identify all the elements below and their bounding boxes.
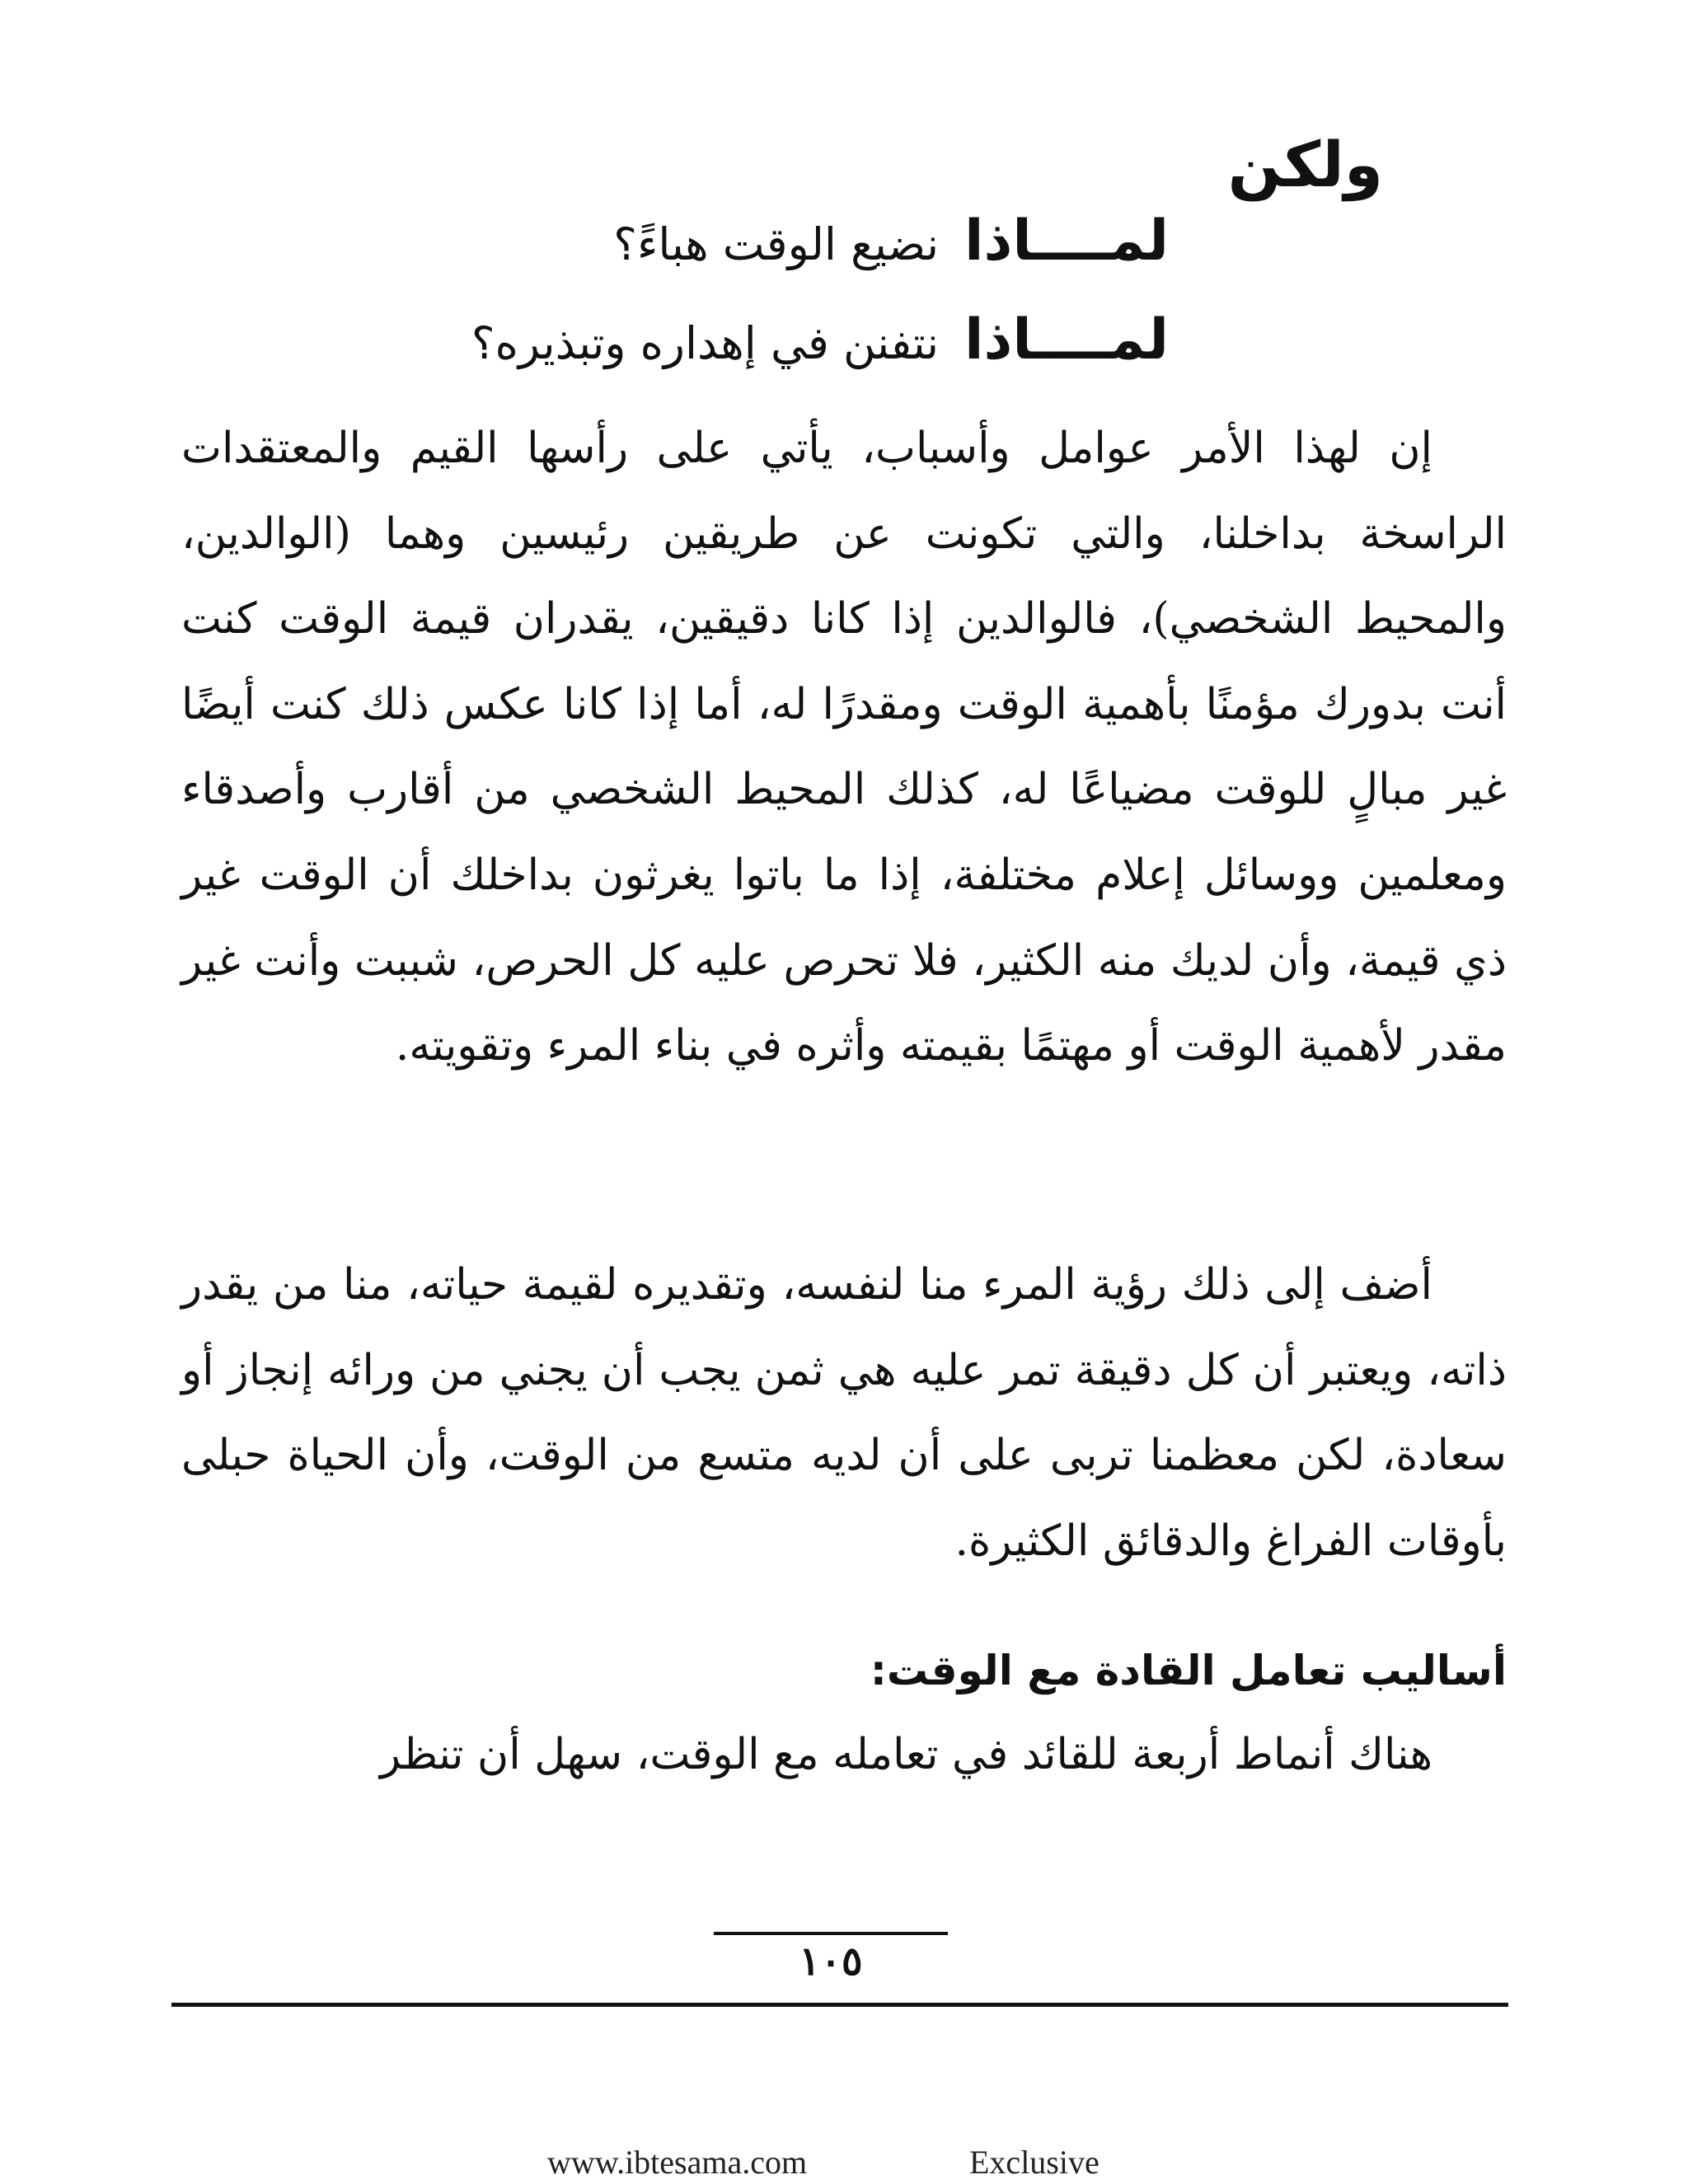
body-paragraph-1: إن لهذا الأمر عوامل وأسباب، يأتي على رأسها القيم والمعتقدات الراسخة بداخلنا، والتي تكونت عن طريقين رئيسين وهما (الوالدين، والمحيط الشخصي)، فالوالدين إذا كانا دقيقين، يقدران قيمة الوقت كنت أنت بدورك مؤمنًا بأهمية الوقت ومقدرًا له، أما إذا كانا عكس ذلك كنت أيضًا غير مبالٍ للوقت مضياعًا له، كذلك المحيط الشخصي من أقارب وأصدقاء ومعلمين ووسائل إعلام مختلفة، إذا ما باتوا يغرثون بداخلك أن الوقت غير ذي قيمة، وأن لديك منه الكثير، فلا تحرص عليه كل الحرص، شببت وأنت غير مقدر لأهمية الوقت أو مهتمًا بقيمته وأثره في بناء المرء وتقويته. [181,424,1507,1071]
question-text: نتفنن في إهداره وتبذيره؟ [471,317,939,369]
exclusive-tag: Exclusive [969,2144,1100,2181]
question-line-2 [471,299,1169,385]
section-heading: أساليب تعامل القادة مع الوقت: [870,1647,1507,1694]
question-text: نضيع الوقت هباءً؟ [613,218,939,270]
website-credit: www.ibtesama.com [547,2144,808,2181]
question-line-1 [613,200,1169,286]
page-number-rule [714,1932,948,1935]
footer-rule [171,2003,1508,2007]
page-heading: ولكن [1227,128,1383,201]
question-lead-word: لمــــاذا [964,209,1169,274]
question-lead-word: لمــــاذا [964,307,1169,373]
body-paragraph-2: أضف إلى ذلك رؤية المرء منا لنفسه، وتقديره لقيمة حياته، منا من يقدر ذاته، ويعتبر أن كل دقيقة تمر عليه هي ثمن يجب أن يجني من ورائه إنجاز أو سعادة، لكن معظمنا تربى على أن لديه متسع من الوقت، وأن الحياة حبلى بأوقات الفراغ والدقائق الكثيرة. [181,1260,1507,1566]
page-number: ١٠٥ [799,1938,863,1985]
section-paragraph: هناك أنماط أربعة للقائد في تعامله مع الوقت، سهل أن تنظر [380,1730,1432,1779]
